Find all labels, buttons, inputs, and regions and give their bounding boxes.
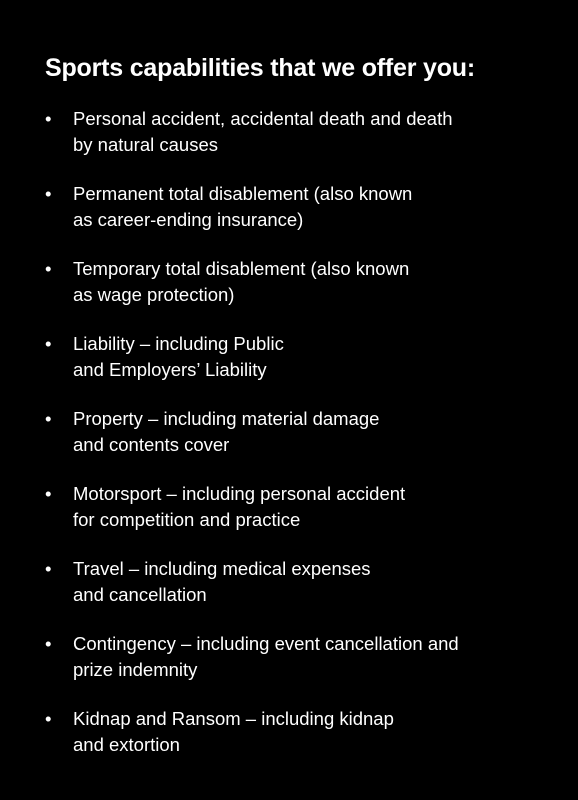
list-item-line: prize indemnity — [73, 659, 198, 680]
page-heading: Sports capabilities that we offer you: — [45, 54, 475, 82]
bullet-icon: • — [45, 333, 52, 354]
list-item-line: as career-ending insurance) — [73, 209, 304, 230]
bullet-icon: • — [45, 633, 52, 654]
list-item-line: and Employers’ Liability — [73, 359, 267, 380]
list-item-personal-accident — [45, 106, 513, 158]
list-item-line: and contents cover — [73, 434, 230, 455]
list-item-line: Motorsport – including personal accident — [73, 483, 406, 504]
list-item-contingency — [45, 631, 513, 683]
capabilities-list — [45, 106, 548, 758]
bullet-icon: • — [45, 408, 52, 429]
list-item-kidnap-ransom — [45, 706, 513, 758]
list-item-travel — [45, 556, 513, 608]
bullet-icon: • — [45, 258, 52, 279]
list-item-line: as wage protection) — [73, 284, 235, 305]
bullet-icon: • — [45, 558, 52, 579]
list-item-line: and cancellation — [73, 584, 207, 605]
list-item-temporary-disablement — [45, 256, 513, 308]
list-item-line: Temporary total disablement (also known — [73, 258, 410, 279]
list-item-line: Kidnap and Ransom – including kidnap — [73, 708, 394, 729]
list-item-line: Contingency – including event cancellation and — [73, 633, 459, 654]
list-item-motorsport — [45, 481, 513, 533]
list-item-line: for competition and practice — [73, 509, 301, 530]
list-item-line: Personal accident, accidental death and death — [73, 108, 453, 129]
list-item-line: Property – including material damage — [73, 408, 380, 429]
bullet-icon: • — [45, 708, 52, 729]
list-item-line: Permanent total disablement (also known — [73, 183, 413, 204]
list-item-line: Travel – including medical expenses — [73, 558, 371, 579]
bullet-icon: • — [45, 183, 52, 204]
list-item-line: by natural causes — [73, 134, 219, 155]
bullet-icon: • — [45, 483, 52, 504]
list-item-permanent-disablement — [45, 181, 513, 233]
list-item-property — [45, 406, 513, 458]
list-item-line: Liability – including Public — [73, 333, 284, 354]
bullet-icon: • — [45, 108, 52, 129]
list-item-line: and extortion — [73, 734, 180, 755]
list-item-liability — [45, 331, 513, 383]
